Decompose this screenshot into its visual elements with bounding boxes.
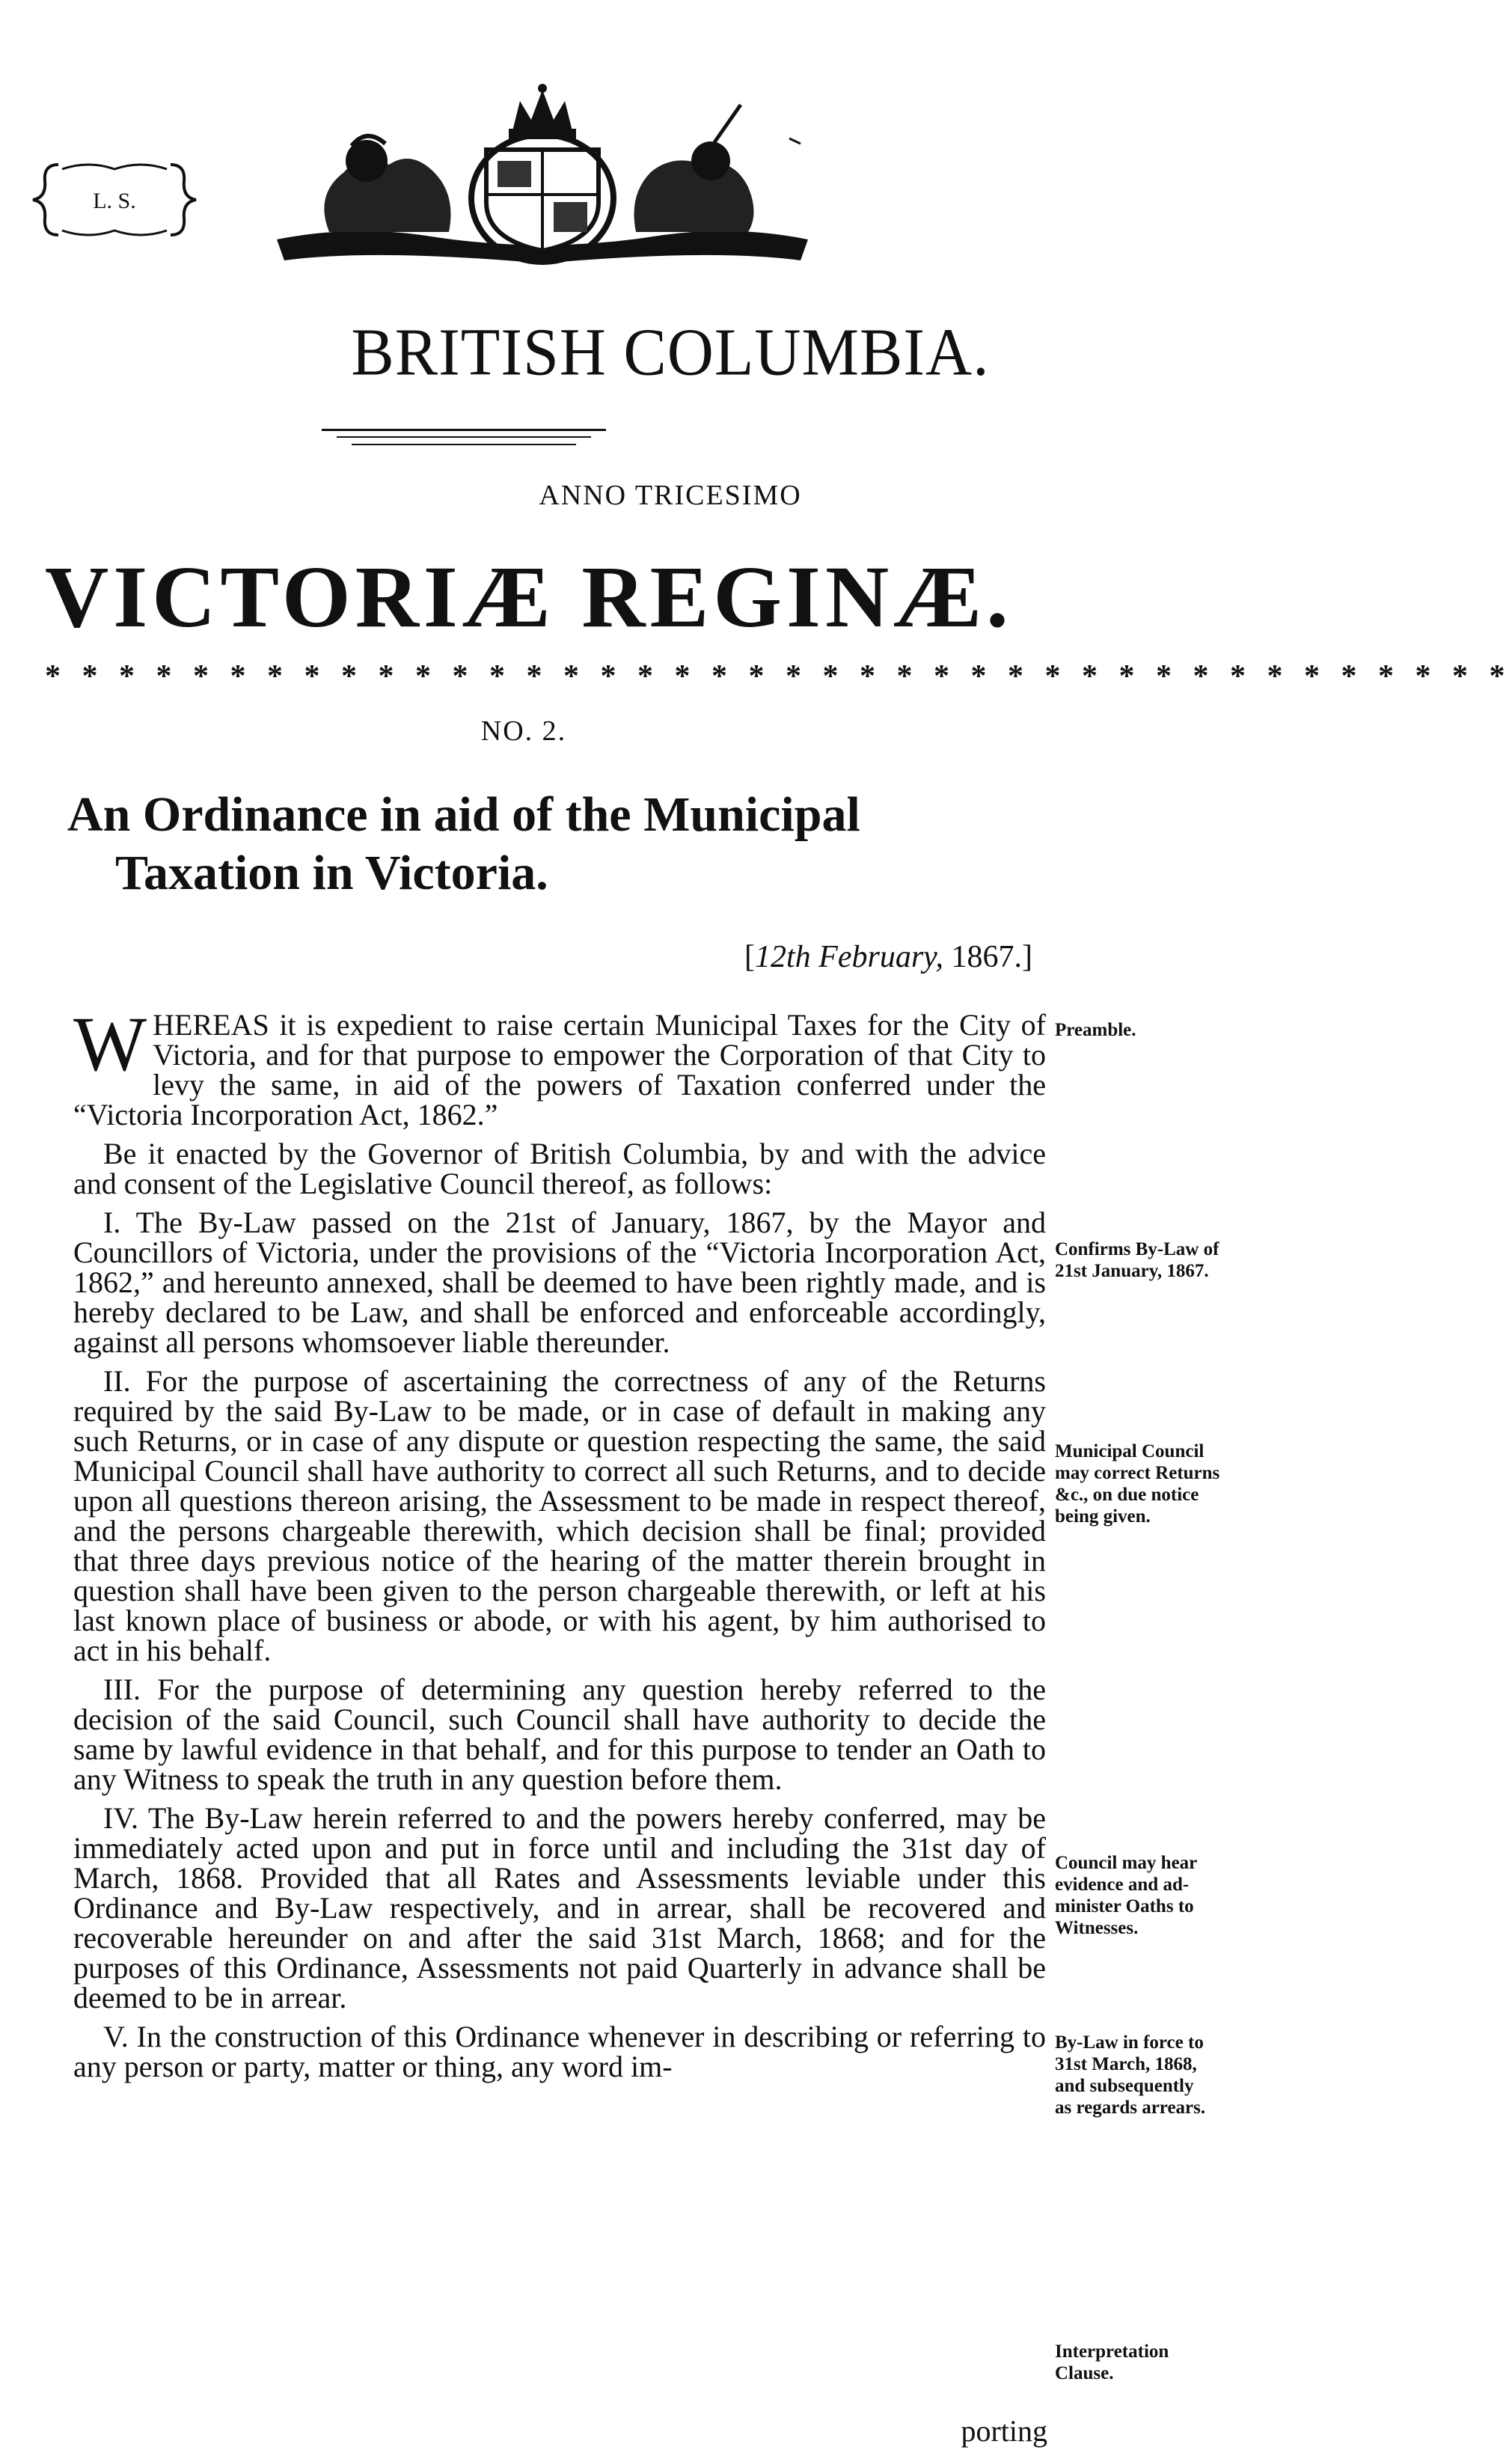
enacting-clause: Be it enacted by the Governor of British Columbia, by and with the advice and consent of the Legislative Council thereof, as follows: [73, 1137, 1046, 1200]
divider-rule-2 [337, 436, 591, 438]
section-2: II. For the purpose of ascertaining the correctness of any of the Returns required by the said By-Law to be made, or in case of default in making any such Returns, or in case of any dispute or question respecting the same, the said Municipal Council shall have authority to correct all such Returns, and to decide upon all questions thereon arising, the Assessment to be made in respect thereof, and the persons chargeable therewith, which decision shall be final; provided that three days previous notice of the hearing of the matter therein brought in question shall have been given to the person chargeable therewith, or left at his last known place of business or abode, or with his agent, by him authorised to act in his behalf. [73, 1364, 1046, 1667]
title-line-1: An Ordinance in aid of the Municipal [67, 787, 860, 842]
marginal-note-section-1: Confirms By-Law of 21st January, 1867. [1055, 1239, 1219, 1281]
ordinance-number: NO. 2. [480, 715, 567, 747]
divider-rule-1 [322, 429, 606, 431]
title-line-2: Taxation in Victoria. [115, 846, 548, 900]
royal-coat-of-arms-icon [262, 82, 823, 269]
seal-cartouche [28, 159, 201, 241]
section-1: I. The By-Law passed on the 21st of January, 1867, by the Mayor and Councillors of Victoria, under the provisions of the “Victoria Incorporation Act, 1862,” and hereunto annexed, shall be deemed to have been rightly made, and is hereby declared to be Law, and shall be enforced and enforceable accordingly, against all persons whomsoever liable thereunder. [73, 1206, 1046, 1359]
marginal-note-section-3: Council may hear evidence and ad- minister Oaths to Witnesses. [1055, 1853, 1198, 1938]
ordinance-title [67, 786, 1040, 902]
regnal-heading: VICTORIÆ REGINÆ. [45, 548, 1013, 646]
marginal-note-preamble: Preamble. [1055, 1020, 1136, 1040]
section-5: V. In the construction of this Ordinance whenever in describing or referring to any person or party, matter or thing, any word im- [73, 2020, 1046, 2083]
enactment-date [711, 939, 1032, 975]
regnal-year-anno: ANNO TRICESIMO [539, 480, 802, 511]
asterisk-divider: * * * * * * * * * * * * * * * * * * * * * * * * * * * * * * * * * * * * * * * * [45, 659, 1512, 694]
marginal-note-section-2: Municipal Council may correct Returns &c., on due notice being given. [1055, 1441, 1220, 1527]
marginal-note-section-4: By-Law in force to 31st March, 1868, and subsequently as regards arrears. [1055, 2032, 1206, 2118]
date-year: 1867.] [951, 940, 1032, 974]
divider-rule-3 [352, 444, 576, 445]
marginal-note-section-5: Interpretation Clause. [1055, 2342, 1169, 2383]
jurisdiction-heading: BRITISH COLUMBIA. [351, 314, 990, 390]
section-4: IV. The By-Law herein referred to and the powers hereby conferred, may be immediately acted upon and put in force until and including the 31st day of March, 1868. Provided that all Rates and Assessments leviable under this Ordinance and By-Law respectively, and in arrear, shall be recovered and recoverable hereunder on and after the said 31st March, 1868; and for the purposes of this Ordinance, Assessments not paid Quarterly in advance shall be deemed to be in arrear. [73, 1801, 1046, 2014]
preamble-paragraph [73, 1001, 1046, 1131]
section-3: III. For the purpose of determining any question hereby referred to the decision of the said Council, such Council shall have authority to decide the same by lawful evidence in that behalf, and for this purpose to tender an Oath to any Witness to speak the truth in any question before them. [73, 1672, 1046, 1796]
catchword: porting [961, 2414, 1047, 2448]
seal-text: L. S. [93, 189, 136, 213]
ordinance-body [73, 1001, 1046, 2091]
date-day: 12th February, [755, 940, 943, 974]
drop-cap: W [73, 1001, 147, 1087]
date-bracket: [ [744, 940, 756, 974]
preamble-text: HEREAS it is expedient to raise certain Municipal Taxes for the City of Victoria, and for that purpose to empower the Corporation of that City to levy the same, in aid of the powers of Taxation conferred under the “Victoria Incorporation Act, 1862.” [73, 1008, 1046, 1131]
